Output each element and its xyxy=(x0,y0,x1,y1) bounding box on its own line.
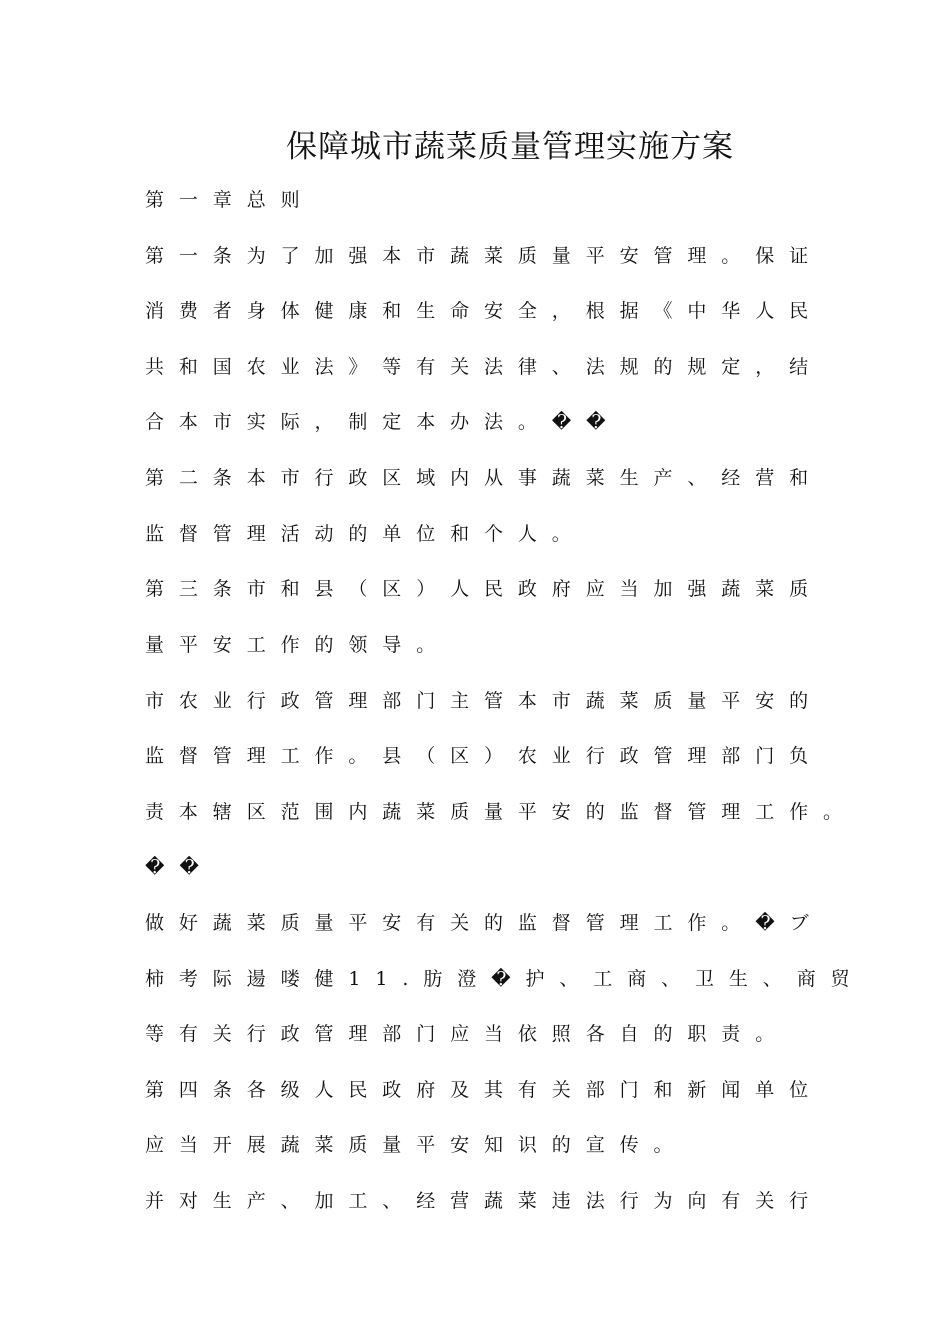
text-line: 第三条市和县（区）人民政府应当加强蔬菜质 xyxy=(145,578,824,600)
text-line: 共和国农业法》等有关法律、法规的规定，结 xyxy=(145,356,824,378)
text-line: 做好蔬菜质量平安有关的监督管理工作。�ブ xyxy=(145,912,824,934)
text-line: 量平安工作的领导。 xyxy=(145,634,451,656)
text-line: 等有关行政管理部门应当依照各自的职责。 xyxy=(145,1023,790,1045)
text-line: 并对生产、加工、经营蔬菜违法行为向有关行 xyxy=(145,1190,824,1212)
text-line: 第二条本市行政区域内从事蔬菜生产、经营和 xyxy=(145,467,824,489)
text-line: 消费者身体健康和生命安全，根据《中华人民 xyxy=(145,300,824,322)
text-line: 监督管理活动的单位和个人。 xyxy=(145,523,586,545)
text-line: 第四条各级人民政府及其有关部门和新闻单位 xyxy=(145,1079,824,1101)
text-line: 市农业行政管理部门主管本市蔬菜质量平安的 xyxy=(145,690,824,712)
text-line: 第一条为了加强本市蔬菜质量平安管理。保证 xyxy=(145,245,824,267)
chapter-heading: 第一章总则 xyxy=(145,189,315,211)
text-line: �� xyxy=(145,856,214,878)
text-line: 责本辖区范围内蔬菜质量平安的监督管理工作。 xyxy=(145,801,857,823)
text-line: 应当开展蔬菜质量平安知识的宣传。 xyxy=(145,1134,688,1156)
text-line: 合本市实际，制定本办法。�� xyxy=(145,411,621,433)
text-line: 柿考际逿喽健11.肪澄�护、工商、卫生、商贸 xyxy=(145,968,865,990)
document-title: 保障城市蔬菜质量管理实施方案 xyxy=(286,129,734,165)
text-line: 监督管理工作。县（区）农业行政管理部门负 xyxy=(145,745,824,767)
